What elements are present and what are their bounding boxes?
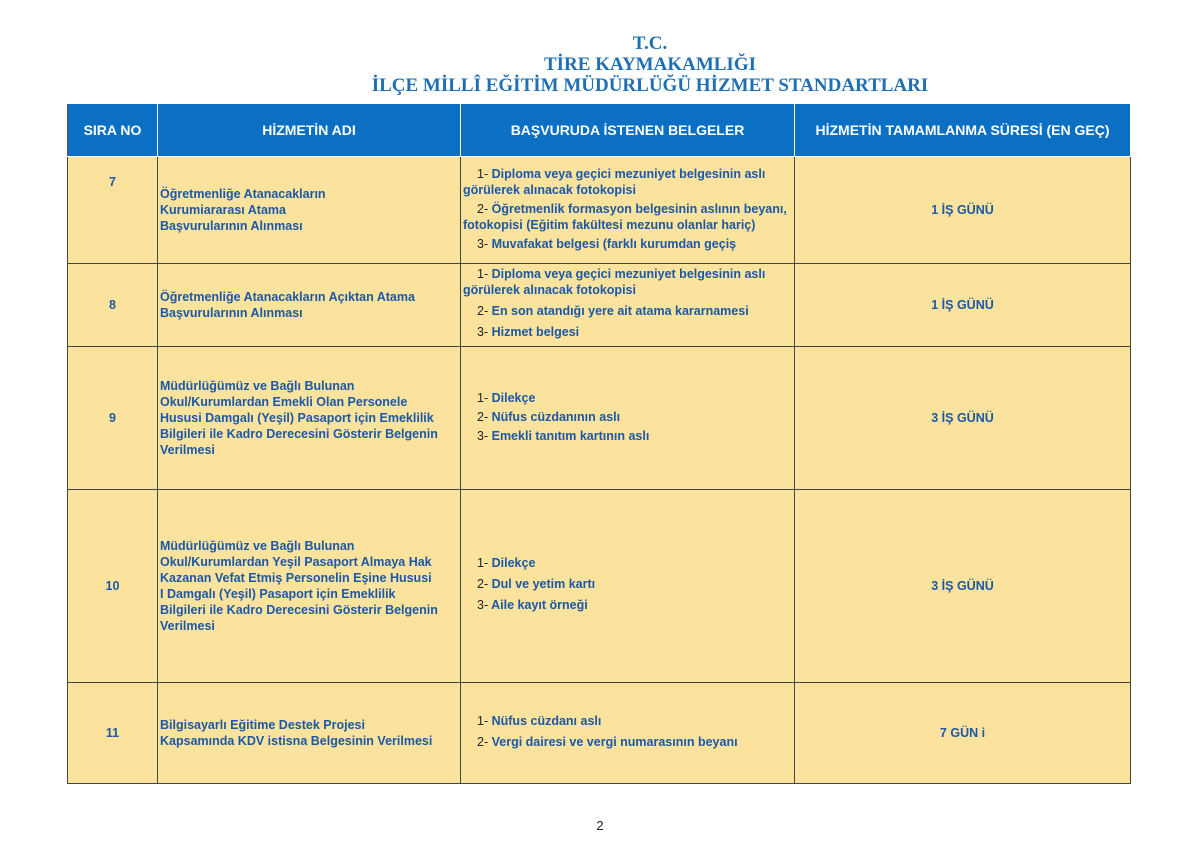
document-item: 1- Nüfus cüzdanı aslı: [477, 713, 602, 728]
document-item: 2- En son atandığı yere ait atama kararnamesi: [477, 304, 749, 318]
document-item: 2- Vergi dairesi ve vergi numarasının beyanı: [477, 734, 738, 749]
document-item: 1- Diploma veya geçici mezuniyet belgesinin aslı görülerek alınacak fotokopisi: [463, 267, 766, 297]
hizmet-line: Hususi Damgalı (Yeşil) Pasaport için Emeklilik: [160, 411, 434, 425]
document-item: 2- Öğretmenlik formasyon belgesinin aslının beyanı, fotokopisi (Eğitim fakültesi mezunu olanlar hariç): [463, 202, 787, 232]
hizmet-line: Bilgileri ile Kadro Derecesini Gösterir Belgenin: [160, 603, 438, 617]
row-sira: 8: [68, 264, 158, 347]
row-belgeler: [461, 157, 795, 264]
table-row: [68, 490, 1131, 683]
hizmet-line: Öğretmenliğe Atanacakların Açıktan Atama: [160, 290, 415, 304]
hizmet-line: Bilgisayarlı Eğitime Destek Projesi: [160, 718, 365, 732]
row-belgeler: [461, 683, 795, 784]
header-line-kaymakamlik: TİRE KAYMAKAMLIĞI: [543, 54, 756, 75]
document-item: 2- Dul ve yetim kartı: [477, 577, 596, 591]
hizmet-line: Verilmesi: [160, 619, 215, 633]
col-header-belgeler: BAŞVURUDA İSTENEN BELGELER: [461, 104, 795, 157]
row-hizmet: [158, 347, 461, 490]
document-item: 1- Dilekçe: [477, 556, 536, 570]
row-sure: 1 İŞ GÜNÜ: [795, 264, 1131, 347]
page-number: 2: [596, 818, 604, 833]
hizmet-line: Müdürlüğümüz ve Bağlı Bulunan: [160, 379, 355, 393]
header-line-title: İLÇE MİLLÎ EĞİTİM MÜDÜRLÜĞÜ HİZMET STANDARTLARI: [371, 75, 929, 96]
row-hizmet: [158, 683, 461, 784]
row-belgeler: [461, 490, 795, 683]
document-item: 1- Dilekçe: [477, 391, 536, 405]
hizmet-line: Başvurularının Alınması: [160, 219, 303, 233]
col-header-hizmet: HİZMETİN ADI: [158, 104, 461, 157]
document-item: 3- Hizmet belgesi: [477, 325, 580, 339]
row-sira: 11: [68, 683, 158, 784]
table-header-row: [68, 104, 1131, 157]
row-sira: 7: [68, 157, 158, 264]
document-item: 2- Nüfus cüzdanının aslı: [477, 410, 621, 424]
row-sure: 3 İŞ GÜNÜ: [795, 490, 1131, 683]
col-header-sure: HİZMETİN TAMAMLANMA SÜRESİ (EN GEÇ): [795, 104, 1131, 157]
hizmet-line: Kapsamında KDV istisna Belgesinin Verilmesi: [160, 734, 433, 748]
table-row: [68, 347, 1131, 490]
hizmet-line: Bilgileri ile Kadro Derecesini Gösterir Belgenin: [160, 427, 438, 441]
row-sure: 7 GÜN i: [795, 683, 1131, 784]
hizmet-line: Okul/Kurumlardan Yeşil Pasaport Almaya Hak: [160, 555, 432, 569]
row-hizmet: [158, 157, 461, 264]
service-standards-table: [67, 103, 1131, 784]
row-belgeler: [461, 347, 795, 490]
col-header-sira: SIRA NO: [68, 104, 158, 157]
row-sira: 9: [68, 347, 158, 490]
hizmet-line: Okul/Kurumlardan Emekli Olan Personele: [160, 395, 408, 409]
row-sure: 3 İŞ GÜNÜ: [795, 347, 1131, 490]
document-item: 3- Emekli tanıtım kartının aslı: [477, 429, 650, 443]
hizmet-line: Kazanan Vefat Etmiş Personelin Eşine Hususi: [160, 571, 432, 585]
row-sira: 10: [68, 490, 158, 683]
row-belgeler: [461, 264, 795, 347]
hizmet-line: I Damgalı (Yeşil) Pasaport için Emeklilik: [160, 587, 396, 601]
hizmet-line: Başvurularının Alınması: [160, 306, 303, 320]
row-hizmet: [158, 490, 461, 683]
hizmet-line: Öğretmenliğe Atanacakların: [160, 187, 326, 201]
document-item: 1- Diploma veya geçici mezuniyet belgesinin aslı görülerek alınacak fotokopisi: [463, 167, 766, 197]
document-item: 3- Aile kayıt örneği: [477, 598, 588, 612]
header-line-tc: T.C.: [632, 33, 668, 54]
table-row: [68, 683, 1131, 784]
row-hizmet: [158, 264, 461, 347]
hizmet-line: Kurumiararası Atama: [160, 203, 286, 217]
hizmet-line: Müdürlüğümüz ve Bağlı Bulunan: [160, 539, 355, 553]
table-row: [68, 157, 1131, 264]
hizmet-line: Verilmesi: [160, 443, 215, 457]
row-sure: 1 İŞ GÜNÜ: [795, 157, 1131, 264]
table-row: [68, 264, 1131, 347]
document-item: 3- Muvafakat belgesi (farklı kurumdan geçiş: [477, 237, 737, 251]
